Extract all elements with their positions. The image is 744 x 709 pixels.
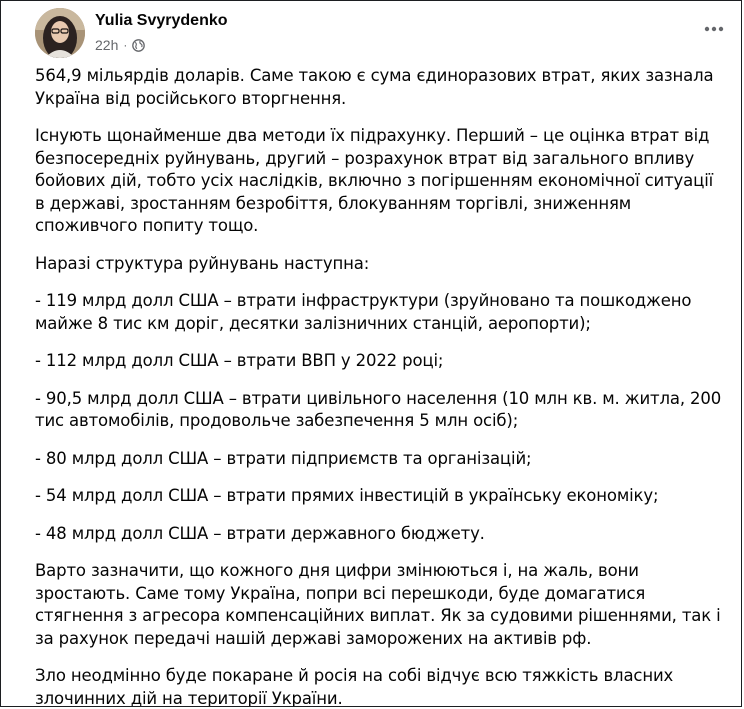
post-paragraph: - 80 млрд долл США – втрати підприємств та організацій; — [35, 448, 532, 468]
post-paragraph: Зло неодмінно буде покаране й росія на собі відчує всю тяжкість власних злочинних дій на території України. — [35, 666, 674, 707]
meta-separator: · — [123, 38, 128, 52]
post-paragraph: - 119 млрд долл США – втрати інфраструктури (зруйновано та пошкоджено майже 8 тис км доріг, десятки залізничних станцій, аеропорти); — [35, 291, 692, 333]
post-paragraph: - 54 млрд долл США – втрати прямих інвестицій в українську економіку; — [35, 486, 659, 505]
more-horizontal-icon[interactable] — [703, 20, 725, 38]
post-paragraph: Варто зазначити, що кожного дня цифри змінюються і, на жаль, вони зростають. Саме тому Україна, попри всі перешкоди, буде домагатися стягнення з агресора компенсаційних виплат. Як за судовими рішеннями, так і за рахунок передачі нашій державі заморожених на активів рф. — [35, 561, 721, 648]
post-paragraph: Наразі структура руйнувань наступна: — [35, 253, 370, 273]
author-name[interactable]: Yulia Svyrydenko — [95, 12, 228, 29]
post-timestamp[interactable]: 22h — [95, 37, 119, 53]
post-paragraph: - 90,5 млрд долл США – втрати цивільного населення (10 млн кв. м. житла, 200 тис автомобілів, продовольче забезпечення 5 млн осіб); — [35, 388, 722, 430]
post-header — [35, 8, 725, 58]
globe-icon[interactable] — [132, 39, 145, 52]
post-paragraph: 564,9 мільярдів доларів. Саме такою є сума єдиноразових втрат, яких зазнала Україна від російського вторгнення. — [35, 66, 714, 108]
post-paragraph: - 112 млрд долл США – втрати ВВП у 2022 році; — [35, 351, 444, 370]
post-body — [35, 65, 725, 707]
post-paragraph: Існують щонайменше два методи їх підрахунку. Перший – це оцінка втрат від безпосередніх руйнувань, другий – розрахунок втрат від загального впливу бойових дій, тобто усіх наслідків, включно з погіршенням економічної ситуації в державі, зростанням безробіття, блокуванням торгівлі, зниженням споживчого попиту тощо. — [35, 126, 714, 235]
post-paragraph: - 48 млрд долл США – втрати державного бюджету. — [35, 523, 485, 543]
post-meta — [95, 37, 145, 53]
avatar[interactable] — [35, 8, 85, 58]
